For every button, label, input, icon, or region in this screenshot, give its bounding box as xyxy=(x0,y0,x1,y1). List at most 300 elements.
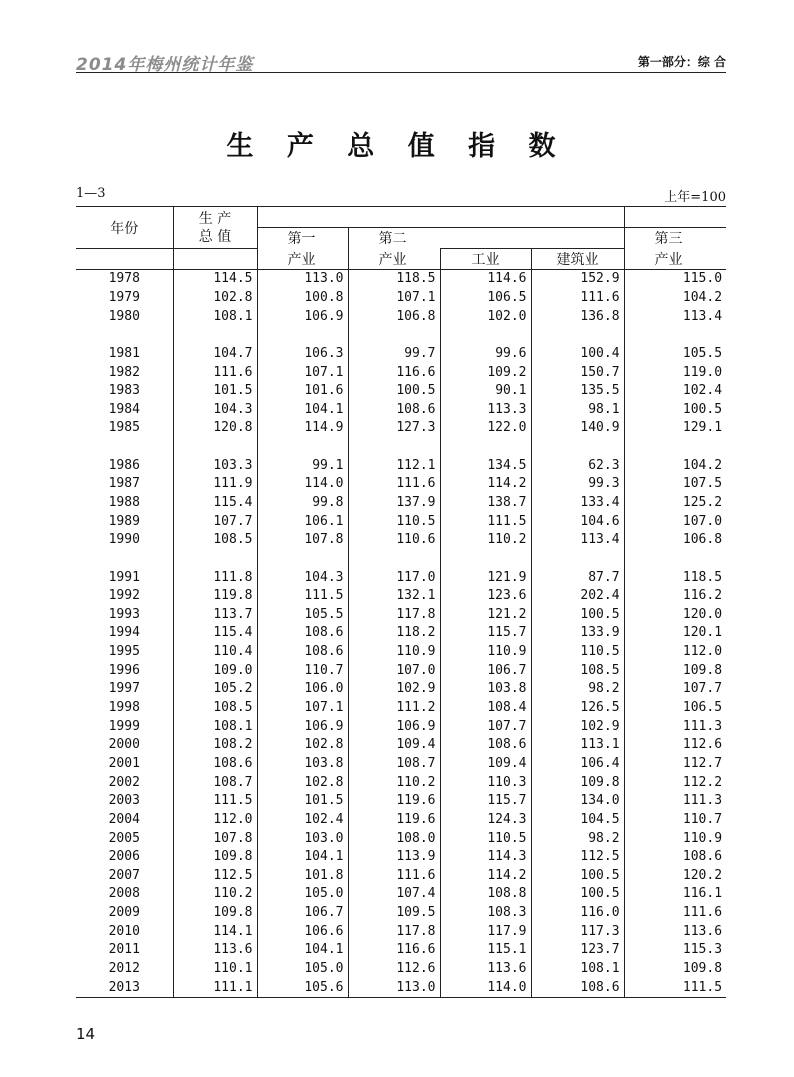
value-cell: 106.9 xyxy=(348,717,440,736)
value-cell: 140.9 xyxy=(531,419,624,438)
value-cell: 109.4 xyxy=(348,736,440,755)
value-cell: 124.3 xyxy=(440,811,531,830)
value-cell: 100.5 xyxy=(348,382,440,401)
value-cell: 150.7 xyxy=(531,363,624,382)
table-row xyxy=(76,699,726,718)
table-row xyxy=(76,922,726,941)
value-cell: 118.5 xyxy=(624,568,726,587)
spacer-cell xyxy=(257,326,348,345)
value-cell: 121.2 xyxy=(440,606,531,625)
value-cell: 117.8 xyxy=(348,606,440,625)
value-cell: 108.7 xyxy=(348,755,440,774)
table-spacer-row xyxy=(76,550,726,569)
year-cell: 2008 xyxy=(108,886,140,902)
table-row xyxy=(76,829,726,848)
value-cell: 106.9 xyxy=(257,717,348,736)
year-cell: 1998 xyxy=(108,700,140,716)
value-cell: 111.3 xyxy=(624,717,726,736)
value-cell: 102.4 xyxy=(624,382,726,401)
value-cell: 102.0 xyxy=(440,307,531,326)
value-cell: 108.3 xyxy=(440,904,531,923)
value-cell: 107.4 xyxy=(348,885,440,904)
value-cell: 106.0 xyxy=(257,680,348,699)
value-cell: 110.6 xyxy=(348,531,440,550)
value-cell: 113.6 xyxy=(624,922,726,941)
value-cell: 100.5 xyxy=(531,606,624,625)
value-cell: 113.0 xyxy=(348,978,440,997)
table-row xyxy=(76,848,726,867)
value-cell: 99.3 xyxy=(531,475,624,494)
value-cell: 114.2 xyxy=(440,867,531,886)
value-cell: 108.6 xyxy=(531,978,624,997)
table-row xyxy=(76,643,726,662)
table-row xyxy=(76,941,726,960)
value-cell: 133.4 xyxy=(531,494,624,513)
col-industry: 工业 xyxy=(440,249,531,270)
value-cell: 116.2 xyxy=(624,587,726,606)
year-cell: 2004 xyxy=(108,811,140,827)
value-cell: 115.0 xyxy=(624,270,726,289)
value-cell: 137.9 xyxy=(348,494,440,513)
col-year-cont xyxy=(76,249,173,270)
spacer-cell xyxy=(257,438,348,457)
spacer-cell xyxy=(531,326,624,345)
value-cell: 114.1 xyxy=(173,922,257,941)
value-cell: 106.7 xyxy=(257,904,348,923)
table-row xyxy=(76,382,726,401)
value-cell: 120.1 xyxy=(624,624,726,643)
value-cell: 110.7 xyxy=(257,661,348,680)
value-cell: 113.0 xyxy=(257,270,348,289)
value-cell: 111.3 xyxy=(624,792,726,811)
value-cell: 125.2 xyxy=(624,494,726,513)
year-cell: 2010 xyxy=(108,923,140,939)
value-cell: 101.5 xyxy=(173,382,257,401)
value-cell: 110.7 xyxy=(624,811,726,830)
value-cell: 117.0 xyxy=(348,568,440,587)
value-cell: 109.5 xyxy=(348,904,440,923)
table-row xyxy=(76,755,726,774)
value-cell: 116.6 xyxy=(348,363,440,382)
value-cell: 119.6 xyxy=(348,811,440,830)
value-cell: 129.1 xyxy=(624,419,726,438)
value-cell: 104.2 xyxy=(624,289,726,308)
table-row xyxy=(76,587,726,606)
value-cell: 105.6 xyxy=(257,978,348,997)
value-cell: 112.0 xyxy=(624,643,726,662)
unit-note: 上年=100 xyxy=(664,190,726,205)
year-cell: 1981 xyxy=(108,345,140,361)
value-cell: 110.5 xyxy=(440,829,531,848)
year-cell: 2002 xyxy=(108,774,140,790)
value-cell: 152.9 xyxy=(531,270,624,289)
table-row xyxy=(76,512,726,531)
table-row xyxy=(76,400,726,419)
value-cell: 101.6 xyxy=(257,382,348,401)
year-cell: 2006 xyxy=(108,849,140,865)
value-cell: 119.0 xyxy=(624,363,726,382)
value-cell: 104.1 xyxy=(257,848,348,867)
spacer-cell xyxy=(76,326,173,345)
value-cell: 117.8 xyxy=(348,922,440,941)
value-cell: 110.9 xyxy=(440,643,531,662)
value-cell: 109.8 xyxy=(531,773,624,792)
table-row xyxy=(76,456,726,475)
value-cell: 111.6 xyxy=(624,904,726,923)
year-cell: 1978 xyxy=(108,271,140,287)
value-cell: 106.7 xyxy=(440,661,531,680)
year-cell: 1986 xyxy=(108,457,140,473)
year-cell: 2011 xyxy=(108,942,140,958)
value-cell: 115.3 xyxy=(624,941,726,960)
spacer-cell xyxy=(173,550,257,569)
table-row xyxy=(76,904,726,923)
value-cell: 106.3 xyxy=(257,345,348,364)
value-cell: 113.4 xyxy=(531,531,624,550)
value-cell: 108.4 xyxy=(440,699,531,718)
value-cell: 117.9 xyxy=(440,922,531,941)
value-cell: 111.6 xyxy=(348,475,440,494)
value-cell: 113.6 xyxy=(173,941,257,960)
value-cell: 103.8 xyxy=(440,680,531,699)
value-cell: 101.5 xyxy=(257,792,348,811)
year-cell: 2001 xyxy=(108,755,140,771)
value-cell: 109.0 xyxy=(173,661,257,680)
table-row xyxy=(76,289,726,308)
table-row xyxy=(76,736,726,755)
year-cell: 1997 xyxy=(108,681,140,697)
value-cell: 115.4 xyxy=(173,494,257,513)
col-gdp-cont xyxy=(173,249,257,270)
value-cell: 110.4 xyxy=(173,643,257,662)
col-header-spacer-3 xyxy=(624,207,726,228)
value-cell: 120.2 xyxy=(624,867,726,886)
value-cell: 123.7 xyxy=(531,941,624,960)
table-row xyxy=(76,270,726,289)
value-cell: 111.1 xyxy=(173,978,257,997)
value-cell: 111.5 xyxy=(173,792,257,811)
value-cell: 115.1 xyxy=(440,941,531,960)
value-cell: 98.1 xyxy=(531,400,624,419)
value-cell: 134.5 xyxy=(440,456,531,475)
value-cell: 110.9 xyxy=(624,829,726,848)
value-cell: 107.1 xyxy=(257,363,348,382)
value-cell: 132.1 xyxy=(348,587,440,606)
value-cell: 109.8 xyxy=(624,661,726,680)
spacer-cell xyxy=(624,550,726,569)
value-cell: 108.2 xyxy=(173,736,257,755)
col-secondary-2: 产业 xyxy=(348,249,440,270)
year-cell: 1994 xyxy=(108,625,140,641)
table-row xyxy=(76,680,726,699)
value-cell: 136.8 xyxy=(531,307,624,326)
year-cell: 2000 xyxy=(108,737,140,753)
value-cell: 104.7 xyxy=(173,345,257,364)
value-cell: 110.9 xyxy=(348,643,440,662)
spacer-cell xyxy=(173,326,257,345)
value-cell: 114.0 xyxy=(440,978,531,997)
year-cell: 1996 xyxy=(108,662,140,678)
value-cell: 112.5 xyxy=(173,867,257,886)
value-cell: 107.8 xyxy=(173,829,257,848)
value-cell: 107.7 xyxy=(173,512,257,531)
value-cell: 118.5 xyxy=(348,270,440,289)
spacer-cell xyxy=(348,550,440,569)
value-cell: 107.8 xyxy=(257,531,348,550)
header-rule xyxy=(76,72,726,73)
col-header-spacer-2 xyxy=(348,207,624,228)
table-row xyxy=(76,531,726,550)
spacer-cell xyxy=(76,550,173,569)
value-cell: 110.5 xyxy=(348,512,440,531)
col-construction: 建筑业 xyxy=(531,249,624,270)
year-cell: 2012 xyxy=(108,961,140,977)
value-cell: 118.2 xyxy=(348,624,440,643)
value-cell: 112.1 xyxy=(348,456,440,475)
value-cell: 115.7 xyxy=(440,624,531,643)
year-cell: 1992 xyxy=(108,588,140,604)
value-cell: 100.5 xyxy=(624,400,726,419)
value-cell: 102.4 xyxy=(257,811,348,830)
value-cell: 106.5 xyxy=(624,699,726,718)
col-primary-1: 第一 xyxy=(257,228,348,249)
value-cell: 112.2 xyxy=(624,773,726,792)
year-cell: 1995 xyxy=(108,644,140,660)
value-cell: 107.1 xyxy=(348,289,440,308)
value-cell: 116.0 xyxy=(531,904,624,923)
table-row xyxy=(76,773,726,792)
value-cell: 104.6 xyxy=(531,512,624,531)
value-cell: 99.1 xyxy=(257,456,348,475)
value-cell: 108.5 xyxy=(173,699,257,718)
value-cell: 111.5 xyxy=(257,587,348,606)
gdp-index-table xyxy=(76,206,726,998)
value-cell: 138.7 xyxy=(440,494,531,513)
year-cell: 2007 xyxy=(108,867,140,883)
value-cell: 106.9 xyxy=(257,307,348,326)
value-cell: 119.8 xyxy=(173,587,257,606)
value-cell: 104.1 xyxy=(257,941,348,960)
value-cell: 114.3 xyxy=(440,848,531,867)
value-cell: 114.0 xyxy=(257,475,348,494)
year-cell: 2013 xyxy=(76,978,173,997)
section-label: 第一部分：综 合 xyxy=(637,55,726,69)
value-cell: 99.6 xyxy=(440,345,531,364)
year-cell: 1982 xyxy=(108,364,140,380)
year-cell: 1983 xyxy=(108,383,140,399)
value-cell: 111.2 xyxy=(348,699,440,718)
value-cell: 116.1 xyxy=(624,885,726,904)
col-year: 年份 xyxy=(76,207,173,249)
col-header-spacer xyxy=(257,207,348,228)
value-cell: 109.2 xyxy=(440,363,531,382)
value-cell: 114.6 xyxy=(440,270,531,289)
table-row xyxy=(76,792,726,811)
col-primary-2: 产业 xyxy=(257,249,348,270)
spacer-cell xyxy=(531,550,624,569)
value-cell: 108.6 xyxy=(440,736,531,755)
value-cell: 104.2 xyxy=(624,456,726,475)
value-cell: 113.3 xyxy=(440,400,531,419)
year-cell: 1987 xyxy=(108,476,140,492)
value-cell: 107.5 xyxy=(624,475,726,494)
year-cell: 1989 xyxy=(108,513,140,529)
value-cell: 104.1 xyxy=(257,400,348,419)
table-row xyxy=(76,363,726,382)
value-cell: 108.6 xyxy=(257,624,348,643)
value-cell: 108.6 xyxy=(257,643,348,662)
value-cell: 202.4 xyxy=(531,587,624,606)
value-cell: 100.4 xyxy=(531,345,624,364)
value-cell: 111.5 xyxy=(624,978,726,997)
spacer-cell xyxy=(348,326,440,345)
value-cell: 110.2 xyxy=(440,531,531,550)
col-secondary-1: 第二 xyxy=(348,228,624,249)
col-gdp: 生 产 总 值 xyxy=(173,207,257,249)
year-cell: 1991 xyxy=(108,569,140,585)
spacer-cell xyxy=(440,438,531,457)
value-cell: 62.3 xyxy=(531,456,624,475)
year-cell: 1985 xyxy=(108,420,140,436)
value-cell: 100.8 xyxy=(257,289,348,308)
table-row xyxy=(76,475,726,494)
value-cell: 104.3 xyxy=(173,400,257,419)
table-body xyxy=(76,270,726,998)
value-cell: 113.7 xyxy=(173,606,257,625)
value-cell: 106.5 xyxy=(440,289,531,308)
value-cell: 106.8 xyxy=(348,307,440,326)
value-cell: 120.0 xyxy=(624,606,726,625)
year-cell: 1990 xyxy=(108,532,140,548)
value-cell: 108.1 xyxy=(173,717,257,736)
spacer-cell xyxy=(440,550,531,569)
col-tertiary-1: 第三 xyxy=(624,228,726,249)
value-cell: 105.2 xyxy=(173,680,257,699)
page-title: 生 产 总 值 指 数 xyxy=(226,131,568,162)
value-cell: 104.3 xyxy=(257,568,348,587)
table-row xyxy=(76,345,726,364)
value-cell: 108.1 xyxy=(173,307,257,326)
value-cell: 111.6 xyxy=(173,363,257,382)
value-cell: 112.7 xyxy=(624,755,726,774)
value-cell: 122.0 xyxy=(440,419,531,438)
value-cell: 110.2 xyxy=(348,773,440,792)
value-cell: 114.5 xyxy=(173,270,257,289)
value-cell: 106.1 xyxy=(257,512,348,531)
value-cell: 117.3 xyxy=(531,922,624,941)
value-cell: 98.2 xyxy=(531,829,624,848)
value-cell: 127.3 xyxy=(348,419,440,438)
table-row xyxy=(76,811,726,830)
year-cell: 1999 xyxy=(108,718,140,734)
value-cell: 106.6 xyxy=(257,922,348,941)
table-row xyxy=(76,885,726,904)
value-cell: 112.6 xyxy=(348,960,440,979)
year-cell: 1988 xyxy=(108,495,140,510)
value-cell: 105.5 xyxy=(257,606,348,625)
table-row xyxy=(76,606,726,625)
value-cell: 108.8 xyxy=(440,885,531,904)
page-number: 14 xyxy=(76,1025,96,1043)
value-cell: 99.8 xyxy=(257,494,348,513)
value-cell: 115.7 xyxy=(440,792,531,811)
value-cell: 105.0 xyxy=(257,960,348,979)
value-cell: 113.6 xyxy=(440,960,531,979)
value-cell: 107.0 xyxy=(348,661,440,680)
value-cell: 135.5 xyxy=(531,382,624,401)
value-cell: 111.5 xyxy=(440,512,531,531)
value-cell: 107.1 xyxy=(257,699,348,718)
value-cell: 106.8 xyxy=(624,531,726,550)
value-cell: 110.2 xyxy=(173,885,257,904)
value-cell: 114.9 xyxy=(257,419,348,438)
value-cell: 113.9 xyxy=(348,848,440,867)
value-cell: 102.8 xyxy=(257,773,348,792)
value-cell: 110.5 xyxy=(531,643,624,662)
spacer-cell xyxy=(624,438,726,457)
value-cell: 111.9 xyxy=(173,475,257,494)
value-cell: 108.7 xyxy=(173,773,257,792)
spacer-cell xyxy=(76,438,173,457)
value-cell: 105.0 xyxy=(257,885,348,904)
value-cell: 108.6 xyxy=(348,400,440,419)
value-cell: 110.3 xyxy=(440,773,531,792)
value-cell: 103.8 xyxy=(257,755,348,774)
value-cell: 111.8 xyxy=(173,568,257,587)
table-row xyxy=(76,494,726,513)
table-id: 1—3 xyxy=(76,186,106,201)
table-row xyxy=(76,717,726,736)
spacer-cell xyxy=(624,326,726,345)
spacer-cell xyxy=(440,326,531,345)
value-cell: 102.9 xyxy=(531,717,624,736)
value-cell: 120.8 xyxy=(173,419,257,438)
year-cell: 2003 xyxy=(108,793,140,809)
value-cell: 102.8 xyxy=(257,736,348,755)
value-cell: 123.6 xyxy=(440,587,531,606)
running-head xyxy=(76,50,726,75)
value-cell: 105.5 xyxy=(624,345,726,364)
value-cell: 103.3 xyxy=(173,456,257,475)
value-cell: 112.5 xyxy=(531,848,624,867)
value-cell: 100.5 xyxy=(531,885,624,904)
year-cell: 1979 xyxy=(108,289,140,305)
value-cell: 109.4 xyxy=(440,755,531,774)
value-cell: 108.0 xyxy=(348,829,440,848)
value-cell: 108.6 xyxy=(173,755,257,774)
value-cell: 134.0 xyxy=(531,792,624,811)
value-cell: 108.5 xyxy=(173,531,257,550)
value-cell: 104.5 xyxy=(531,811,624,830)
col-tertiary-2: 产业 xyxy=(624,249,726,270)
value-cell: 114.2 xyxy=(440,475,531,494)
spacer-cell xyxy=(348,438,440,457)
value-cell: 109.8 xyxy=(173,904,257,923)
value-cell: 113.4 xyxy=(624,307,726,326)
value-cell: 111.6 xyxy=(531,289,624,308)
value-cell: 87.7 xyxy=(531,568,624,587)
value-cell: 108.6 xyxy=(624,848,726,867)
value-cell: 101.8 xyxy=(257,867,348,886)
value-cell: 115.4 xyxy=(173,624,257,643)
spacer-cell xyxy=(257,550,348,569)
value-cell: 113.1 xyxy=(531,736,624,755)
year-cell: 1980 xyxy=(108,308,140,324)
year-cell: 1984 xyxy=(108,401,140,417)
value-cell: 119.6 xyxy=(348,792,440,811)
spacer-cell xyxy=(173,438,257,457)
value-cell: 112.0 xyxy=(173,811,257,830)
